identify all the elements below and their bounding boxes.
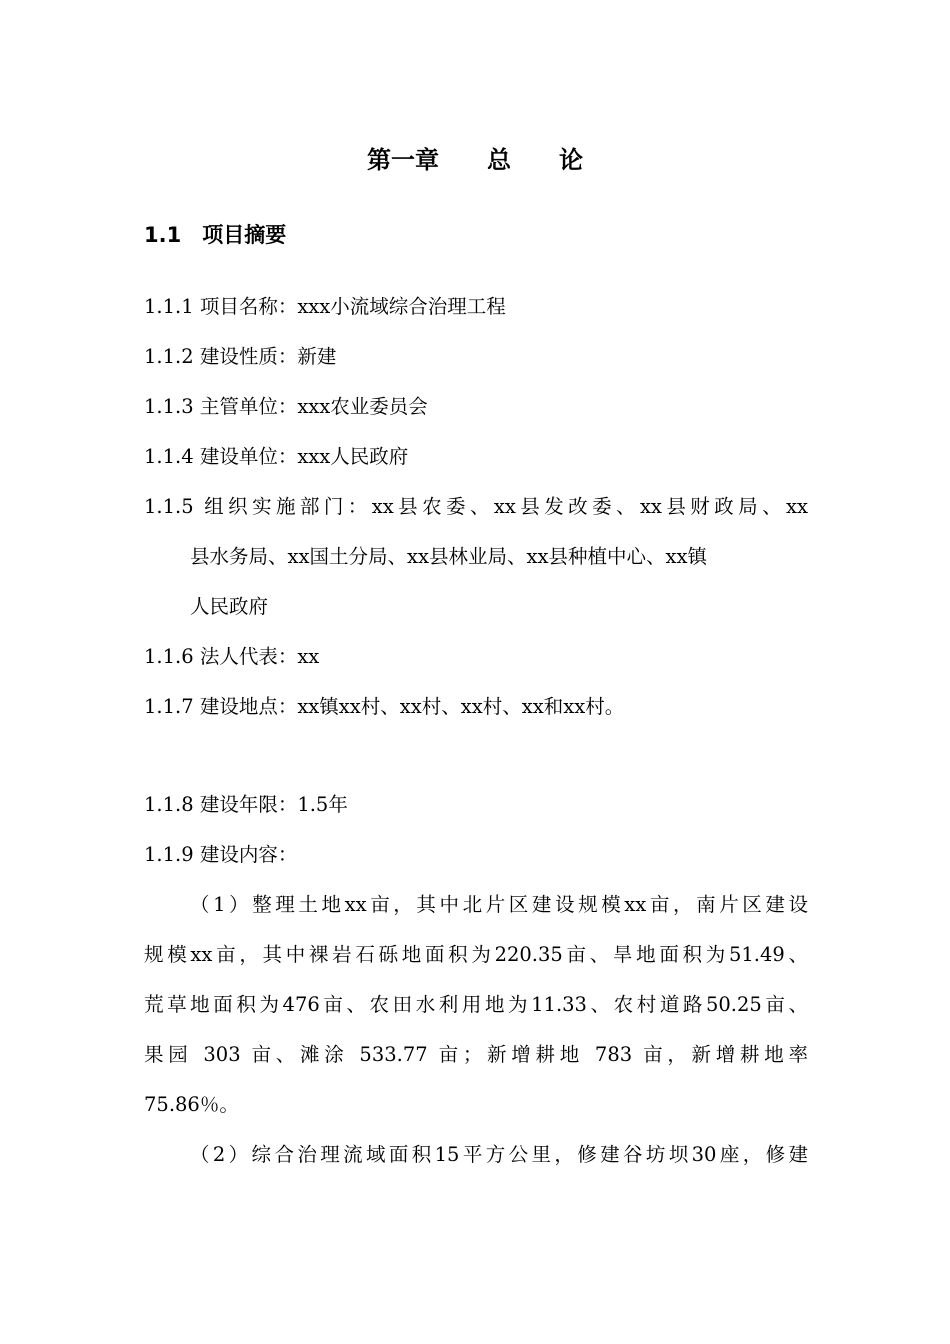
item-construction-duration: 1.1.8 建设年限：1.5年 — [144, 793, 348, 816]
para1-line-4: 果园 303 亩、滩涂 533.77 亩；新增耕地 783 亩，新增耕地率 — [144, 1043, 808, 1066]
section-title: 1.1 项目摘要 — [144, 223, 287, 247]
item-departments-line-1: 1.1.5 组织实施部门：xx县农委、xx县发改委、xx县财政局、xx — [144, 495, 808, 518]
item-project-name: 1.1.1 项目名称：xxx小流域综合治理工程 — [144, 295, 506, 318]
para1-line-2: 规模xx亩，其中裸岩石砾地面积为220.35亩、旱地面积为51.49、 — [144, 943, 808, 966]
item-legal-representative: 1.1.6 法人代表：xx — [144, 645, 320, 668]
item-competent-authority: 1.1.3 主管单位：xxx农业委员会 — [144, 395, 428, 418]
para2-line-1: （2）综合治理流域面积15平方公里，修建谷坊坝30座，修建 — [190, 1143, 808, 1166]
item-construction-unit: 1.1.4 建设单位：xxx人民政府 — [144, 445, 409, 468]
item-construction-content: 1.1.9 建设内容： — [144, 843, 298, 866]
item-construction-location: 1.1.7 建设地点：xx镇xx村、xx村、xx村、xx和xx村。 — [144, 695, 625, 718]
item-construction-nature: 1.1.2 建设性质：新建 — [144, 345, 337, 368]
item-departments-line-3: 人民政府 — [190, 595, 269, 618]
para1-line-5: 75.86％。 — [144, 1093, 239, 1116]
para1-line-3: 荒草地面积为476亩、农田水利用地为11.33、农村道路50.25亩、 — [144, 993, 808, 1016]
chapter-title: 第一章 总 论 — [367, 146, 583, 174]
para1-line-1: （1）整理土地xx亩，其中北片区建设规模xx亩，南片区建设 — [190, 893, 808, 916]
item-departments-line-2: 县水务局、xx国土分局、xx县林业局、xx县种植中心、xx镇 — [190, 545, 707, 568]
